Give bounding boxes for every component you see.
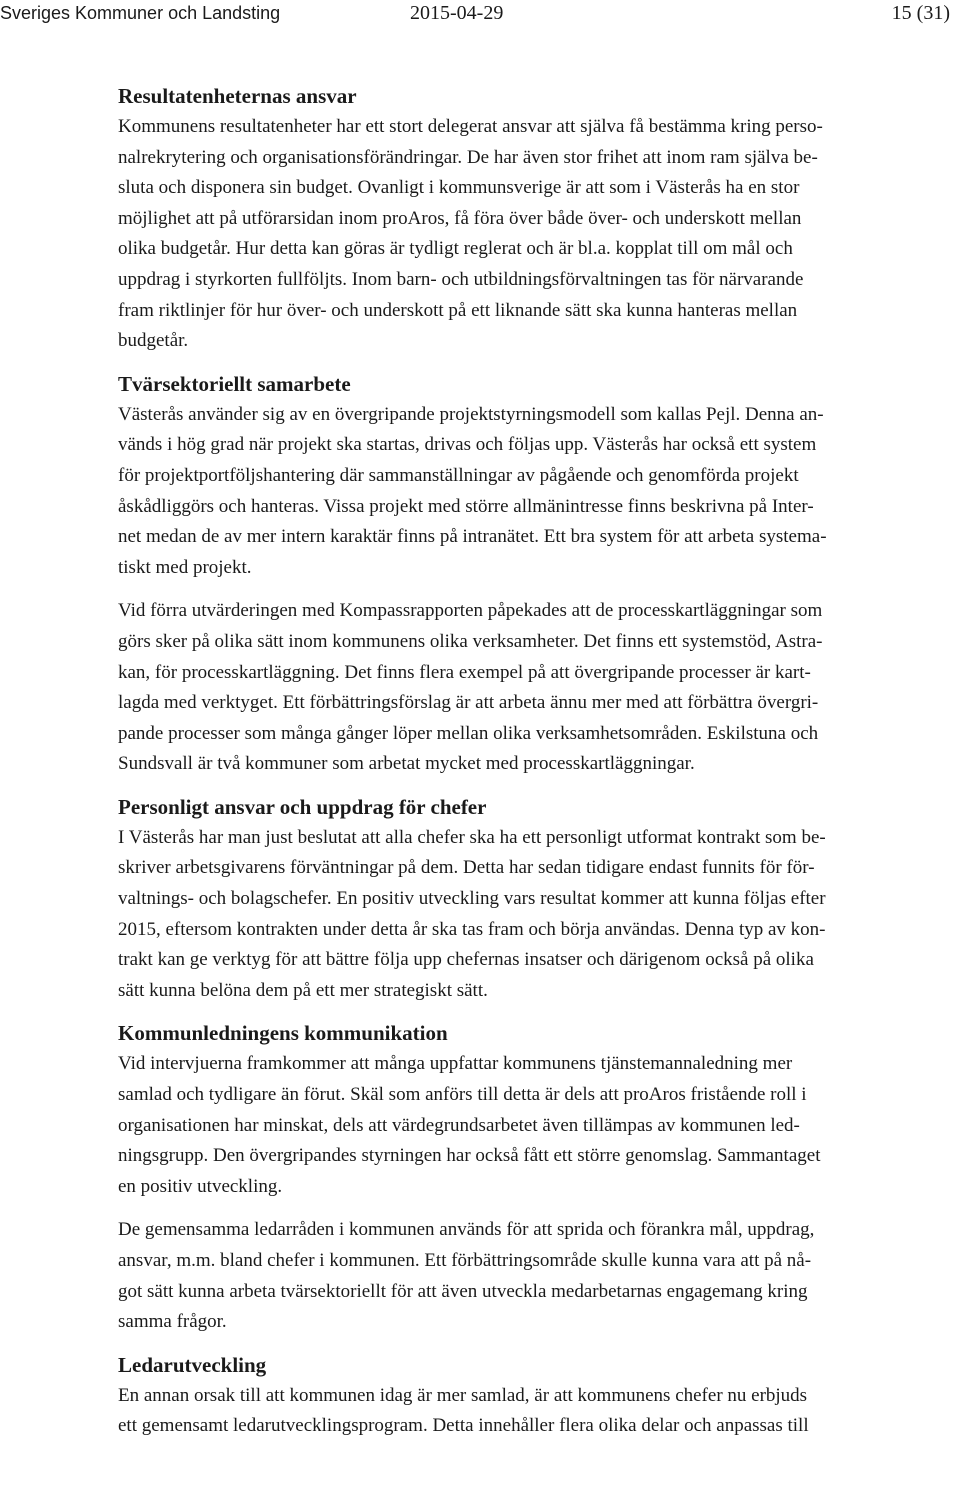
document-body [118,82,960,1455]
section-heading: Kommunledningens kommunikation [118,1021,448,1046]
text-line: valtnings- och bolagschefer. En positiv utveckling vars resultat kommer att kunna följas efter [118,888,826,910]
text-line: trakt kan ge verktyg för att bättre följa upp chefernas insatser och därigenom också på olika [118,949,814,971]
paragraph [118,823,960,1007]
section [118,82,960,357]
text-line: net medan de av mer intern karaktär finns på intranätet. Ett bra system för att arbeta systema- [118,526,827,548]
text-line: nalrekrytering och organisationsförändringar. De har även stor frihet att inom ram själva be- [118,146,818,168]
text-line: tiskt med projekt. [118,556,252,578]
paragraph [118,112,960,357]
text-line: åskådliggörs och hanteras. Vissa projekt med större allmänintresse finns beskrivna på Inter- [118,495,814,517]
text-line: ansvar, m.m. bland chefer i kommunen. Ett förbättringsområde skulle kunna vara att på nå- [118,1250,812,1271]
text-line: kan, för processkartläggning. Det finns flera exempel på att övergripande processer är kart- [118,661,811,683]
text-line: En annan orsak till att kommunen idag är mer samlad, är att kommunens chefer nu erbjuds [118,1384,808,1406]
section-heading: Personligt ansvar och uppdrag för chefer [118,794,487,819]
section-heading: Ledarutveckling [118,1352,267,1377]
text-line: Kommunens resultatenheter har ett stort delegerat ansvar att själva få bestämma kring perso- [118,116,823,137]
header-page-number: 15 (31) [891,2,950,24]
text-line: pande processer som många gånger löper mellan olika verksamhetsområden. Eskilstuna och [118,722,819,744]
text-line: fram riktlinjer för hur över- och underskott på ett liknande sätt ska kunna hanteras mellan [118,299,798,321]
text-line: budgetår. [118,330,189,352]
text-line: I Västerås har man just beslutat att alla chefer ska ha ett personligt utformat kontrakt som be- [118,826,826,848]
paragraph [118,400,960,584]
text-line: olika budgetår. Hur detta kan göras är tydligt reglerat och är bl.a. kopplat till om mål och [118,238,793,260]
text-line: organisationen har minskat, dels att värdegrundsarbetet även tillämpas av kommunen led- [118,1114,800,1136]
text-line: ett gemensamt ledarutvecklingsprogram. Detta innehåller flera olika delar och anpassas till [118,1415,809,1437]
text-line: samlad och tydligare än förut. Skäl som anförs till detta är dels att proAros fristående roll i [118,1084,807,1106]
text-line: görs sker på olika sätt inom kommunens olika verksamheter. Det finns ett systemstöd, Astra- [118,630,823,652]
text-line: Vid förra utvärderingen med Kompassrapporten påpekades att de processkartläggningar som [118,600,823,622]
section-heading: Tvärsektoriellt samarbete [118,371,351,396]
text-line: möjlighet att på utförarsidan inom proAros, få föra över både över- och underskott mellan [118,207,802,229]
paragraph [118,1049,960,1202]
page-header [0,0,960,28]
text-line: Sundsvall är två kommuner som arbetat mycket med processkartläggningar. [118,753,695,775]
text-line: Vid intervjuerna framkommer att många uppfattar kommunens tjänstemannaledning mer [118,1053,793,1075]
section [118,1019,960,1337]
text-line: 2015, eftersom kontrakten under detta år ska tas fram och börja användas. Denna typ av kon- [118,918,826,940]
section-heading: Resultatenheternas ansvar [118,84,357,108]
section [118,370,960,780]
text-line: De gemensamma ledarråden i kommunen används för att sprida och förankra mål, uppdrag, [118,1219,815,1241]
section [118,793,960,1007]
text-line: Västerås använder sig av en övergripande projektstyrningsmodell som kallas Pejl. Denna an- [118,403,824,425]
text-line: sluta och disponera sin budget. Ovanligt i kommunsverige är att som i Västerås ha en stor [118,177,800,199]
header-date: 2015-04-29 [410,2,504,24]
section [118,1351,960,1442]
text-line: en positiv utveckling. [118,1175,283,1197]
header-organization: Sveriges Kommuner och Landsting [0,3,281,23]
paragraph [118,1215,960,1337]
text-line: ningsgrupp. Den övergripandes styrningen har också fått ett större genomslag. Sammantaget [118,1145,821,1167]
text-line: uppdrag i styrkorten fullföljts. Inom barn- och utbildningsförvaltningen tas för närvarande [118,268,804,290]
text-line: lagda med verktyget. Ett förbättringsförslag är att arbeta ännu mer med att förbättra övergri- [118,692,819,714]
text-line: samma frågor. [118,1311,227,1333]
text-line: vänds i hög grad när projekt ska startas, drivas och följas upp. Västerås har också ett system [118,434,817,456]
text-line: got sätt kunna arbeta tvärsektoriellt för att även utveckla medarbetarnas engagemang kring [118,1280,808,1302]
text-line: sätt kunna belöna dem på ett mer strategiskt sätt. [118,979,488,1001]
paragraph [118,596,960,780]
text-line: för projektportföljshantering där sammanställningar av pågående och genomförda projekt [118,464,799,486]
paragraph [118,1381,960,1442]
text-line: skriver arbetsgivarens förväntningar på dem. Detta har sedan tidigare endast funnits för för- [118,857,815,879]
